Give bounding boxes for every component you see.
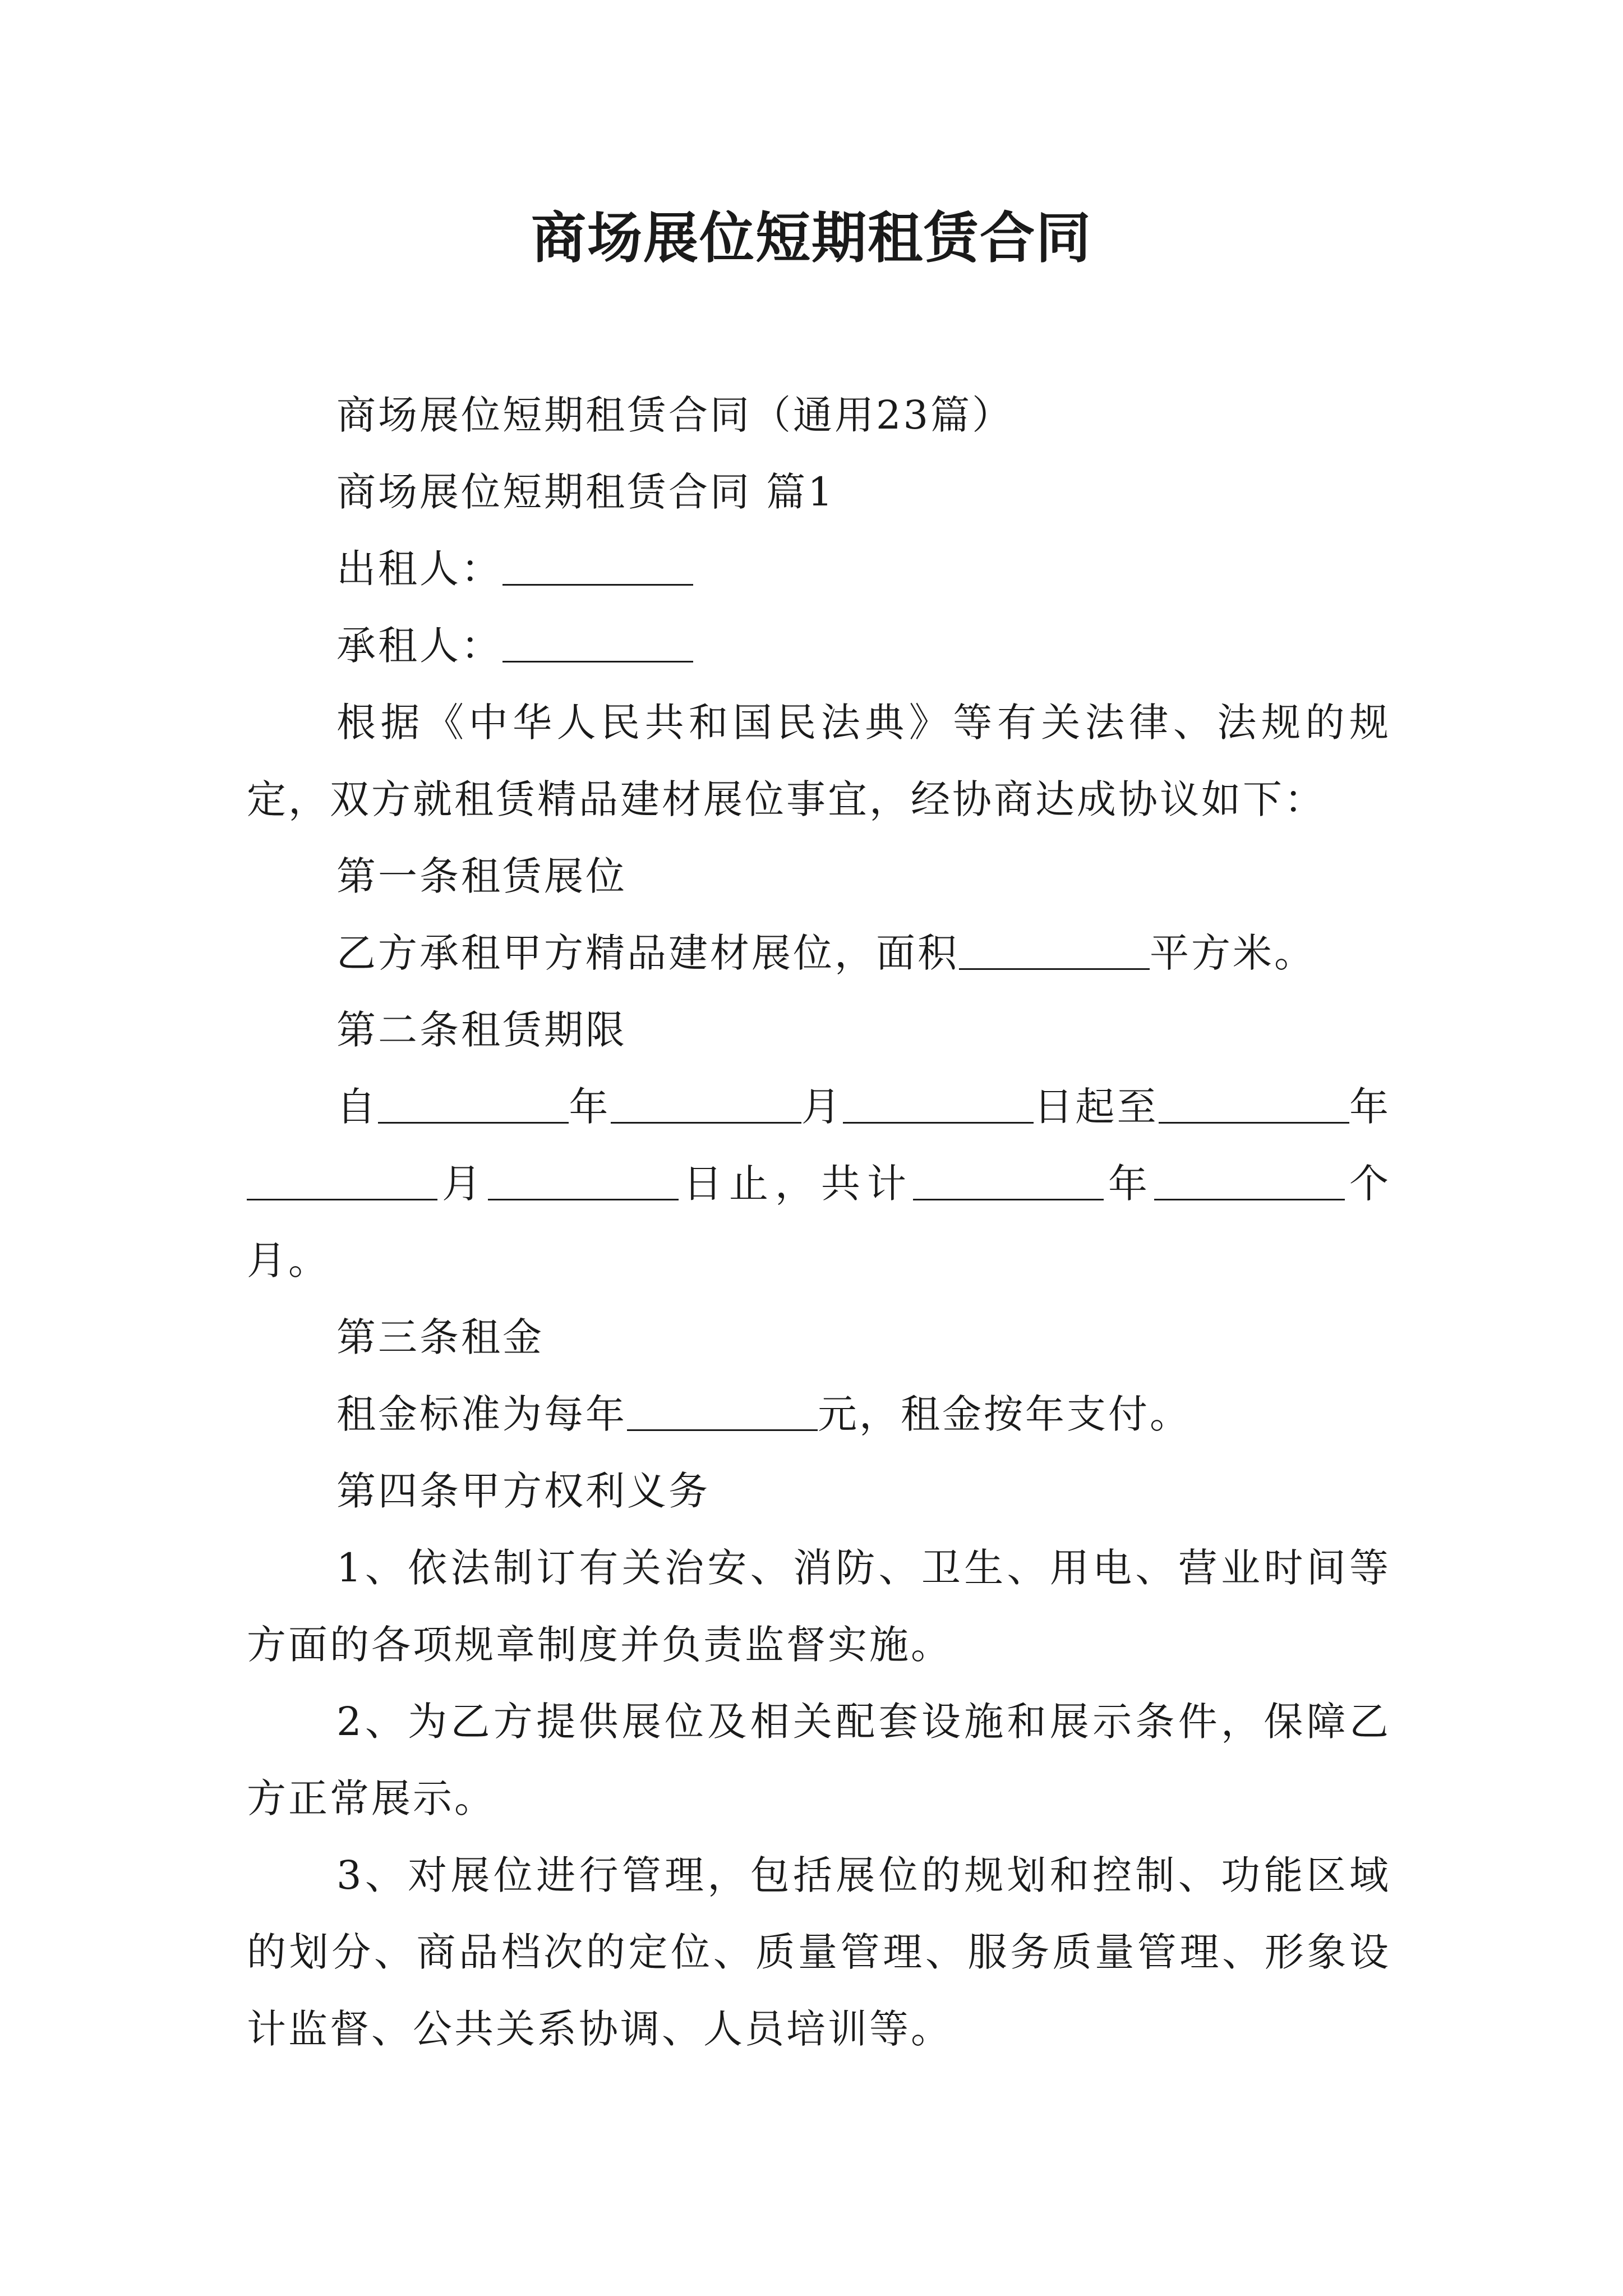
fill-in-blank [843, 1088, 1034, 1124]
paragraph-text: 自 [336, 1084, 379, 1130]
paragraph-text: 第一条租赁展位 [336, 853, 627, 899]
paragraph-text: 年 [569, 1084, 611, 1130]
fill-in-blank [378, 1088, 569, 1124]
paragraph-text: 商场展位短期租赁合同（通用23篇） [336, 392, 1014, 438]
paragraph-article-3-heading [247, 1299, 1391, 1376]
paragraph-text: 乙方承租甲方精品建材展位，面积 [336, 930, 959, 976]
paragraph-text: 日起至 [1034, 1084, 1159, 1130]
paragraph-text: 元，租金按年支付。 [818, 1391, 1191, 1437]
paragraph-article-4-item-2 [247, 1683, 1391, 1837]
fill-in-blank [627, 1396, 818, 1431]
document-body [247, 377, 1391, 2068]
paragraph-text: 月 [801, 1084, 843, 1130]
paragraph-text: 出租人： [336, 546, 502, 592]
paragraph-text: 第三条租金 [336, 1314, 544, 1360]
fill-in-blank [502, 627, 693, 662]
fill-in-blank [1154, 1165, 1345, 1200]
fill-in-blank [1159, 1088, 1349, 1124]
fill-in-blank [488, 1165, 679, 1200]
paragraph-text: 1、依法制订有关治安、消防、卫生、用电、营业时间等方面的各项规章制度并负责监督实施。 [247, 1545, 1391, 1668]
paragraph-text: 第二条租赁期限 [336, 1007, 627, 1053]
paragraph-subtitle [247, 377, 1391, 454]
paragraph-text: 商场展位短期租赁合同 篇1 [336, 469, 835, 515]
paragraph-article-4-item-3 [247, 1837, 1391, 2068]
paragraph-article-1-body [247, 915, 1391, 992]
paragraph-article-3-body [247, 1376, 1391, 1453]
document-title: 商场展位短期租赁合同 [531, 206, 1092, 270]
paragraph-article-4-item-1 [247, 1530, 1391, 1683]
paragraph-text: 平方米。 [1150, 930, 1316, 976]
fill-in-blank [959, 935, 1150, 970]
paragraph-text: 个月。 [247, 1161, 1391, 1283]
paragraph-text: 2、为乙方提供展位及相关配套设施和展示条件，保障乙方正常展示。 [247, 1699, 1391, 1821]
paragraph-text: 年 [1349, 1084, 1391, 1130]
fill-in-blank [502, 550, 693, 586]
paragraph-text: 根据《中华人民共和国民法典》等有关法律、法规的规定，双方就租赁精品建材展位事宜，经协商达成协议如下： [247, 700, 1391, 822]
paragraph-text: 租金标准为每年 [336, 1391, 627, 1437]
fill-in-blank [611, 1088, 801, 1124]
paragraph-lessor [247, 531, 1391, 608]
paragraph-text: 年 [1104, 1161, 1154, 1207]
paragraph-article-1-heading [247, 838, 1391, 915]
paragraph-text: 3、对展位进行管理，包括展位的规划和控制、功能区域的划分、商品档次的定位、质量管理、服务质量管理、形象设计监督、公共关系协调、人员培训等。 [247, 1852, 1391, 2052]
paragraph-part-heading [247, 454, 1391, 531]
fill-in-blank [913, 1165, 1104, 1200]
paragraph-preamble [247, 684, 1391, 838]
fill-in-blank [247, 1165, 437, 1200]
paragraph-text: 日止，共计 [679, 1161, 913, 1207]
paragraph-lessee [247, 608, 1391, 684]
paragraph-text: 月 [437, 1161, 488, 1207]
paragraph-article-4-heading [247, 1453, 1391, 1530]
paragraph-text: 承租人： [336, 623, 502, 669]
paragraph-article-2-heading [247, 992, 1391, 1069]
paragraph-text: 第四条甲方权利义务 [336, 1468, 710, 1514]
paragraph-article-2-body [247, 1069, 1391, 1299]
